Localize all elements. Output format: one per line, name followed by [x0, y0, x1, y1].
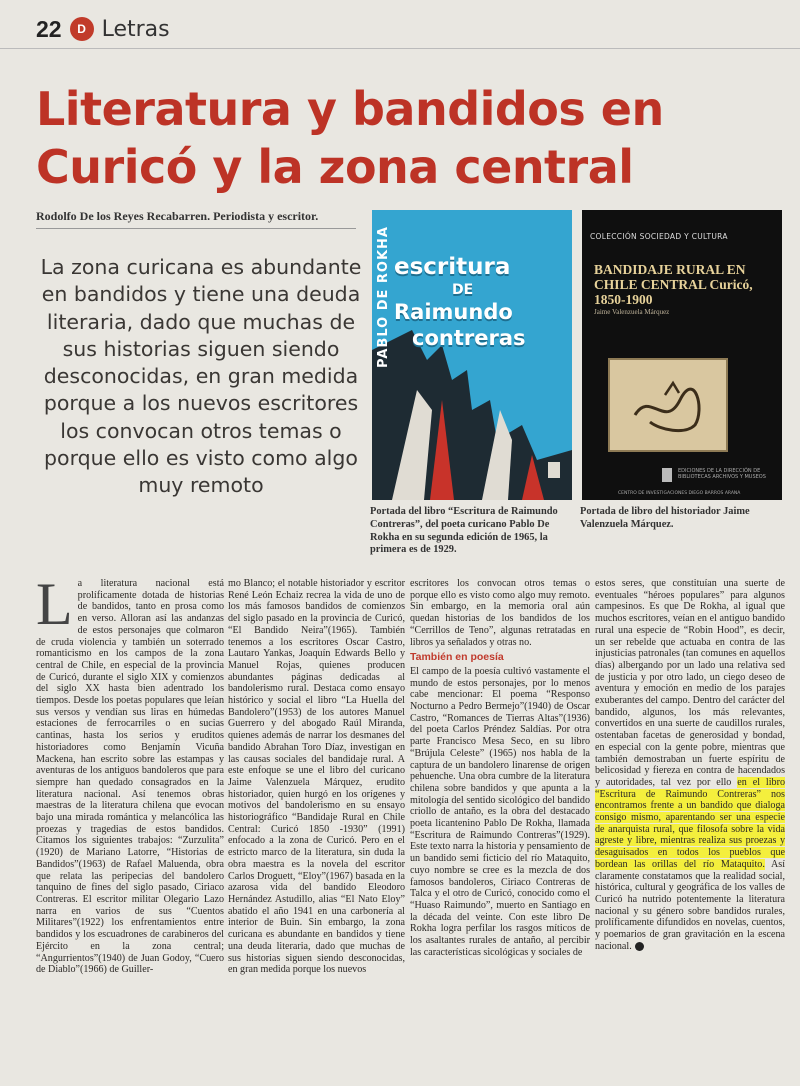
article-title: Literatura y bandidos en Curicó y la zona central	[36, 82, 664, 194]
byline: Rodolfo De los Reyes Recabarren. Periodista y escritor.	[36, 209, 319, 223]
book-cover-bandidaje-rural	[582, 210, 782, 500]
cover2-title: BANDIDAJE RURAL EN CHILE CENTRAL Curicó, 1850-1900	[594, 262, 753, 307]
cover1-title-line-3: Raimundo	[394, 300, 513, 324]
pull-quote: La zona curicana es abundante en bandidos y tiene una deuda literaria, dado que muchas de sus historias siguen siendo desconocidas, en gran medida porque a los nuevos escritores los convocan otros temas o porque ello es visto como algo muy remoto	[40, 255, 362, 498]
body-text-col1: a literatura nacional está prolíficamente dotada de historias de bandidos, tanto en prosa como en verso. Alloran así las andanzas de estos personajes que colmaron de cruda violencia y también un soterrado romanticismo en los campos de la zona central de Chile, en especial de la provincia de Curicó, durante el siglo XIX y comienzos del siglo XX hasta bien adentrado los tiempos. Desde los poetas populares que leían sus versos y vendían sus liras en húmedas estaciones de ferrocarriles o en sucias cantinas, hasta los serios y eruditos historiadores como Benjamín Vicuña Mackena, han escrito sobre las estampas y aventuras de los antiguos bandoleros que para siempre han quedado consagrados en la literatura nacional. Así tenemos obras maestras de la literatura chilena que evocan bajo una mirada romántica y melancólica las proezas y tragedias de estos bandidos. Citamos los siguientes trabajos: “Zurzulita” (1920) de Mariano Latorre, “Historias de Bandidos”(1963) de Rafael Maluenda, obra que relata las peripecias del bandolero tanquino de fines del siglo pasado, Ciriaco Contreras. El escritor militar Olegario Lazo narra en varios de sus “Cuentos Militares”(1922) los enfrentamientos entre bandidos y los escuadrones de carabineros del Ejército en la zona central; “Angurrientos”(1940) de Juan Godoy, “Cuero de Diablo”(1966) de Guiller-	[36, 578, 224, 976]
body-text-col3b: El campo de la poesía cultivó vastamente el mundo de estos personajes, por lo menos cabe mencionar: El poema “Responso Nocturno a Pedro Bermejo”(1940) de Oscar Castro, “Romances de Tierras Altas”(1936) del poeta Carlos Préndez Saldías. Por otra parte Francisco Mesa Seco, en su libro “Brújula Celeste” (1965) nos habla de la captura de un bandolero linarense de origen pehuenche. Una obra cumbre de la literatura chilena sobre bandidos y que apunta a la mitología del sentido sicológico del bandido criollo de antaño, es la obra del destacado poeta licantenino Pablo De Rokha, llamada “Escritura de Raimundo Contreras”(1929). Este texto narra la historia y pensamiento de un bandido semi ficticio del río Mataquito, cuyo nombre se cree es la mezcla de dos famosos bandoleros, Ciriaco Contreras de Talca y el otro de Curicó, conocido como el “Huaso Raimundo”, muerto en Santiago en la década del veinte. Con este libro De Rokha logra perfilar los rasgos míticos de los asaltantes rurales de antaño, al percibir las características sicológicas y sociales de	[410, 665, 590, 958]
caption-cover-1: Portada del libro “Escritura de Raimundo Contreras”, del poeta curicano Pablo De Rokha en su segunda edición de 1965, la primera es de 1929.	[370, 506, 558, 556]
cover1-author: PABLO DE ROKHA	[376, 226, 391, 368]
body-text-col2: mo Blanco; el notable historiador y escritor René León Echaiz recrea la vida de uno de los más famosos bandidos de comienzos del siglo pasado en la provincia de Curicó, “El Bandido Neira”(1965). También tenemos a los escritores Oscar Castro, Lautaro Yankas, Joaquín Edwards Bello y Manuel Rojas, quienes producen abundantes páginas dedicadas al bandolerismo rural. Destaca como ensayo histórico y social el libro “La Huella del Bandolero”(1953) de los autores Manuel Guerrero y del abogado Raúl Miranda, quienes además de narrar los desmanes del bandido Abrahan Toro Díaz, investigan en las causas sociales del bandidaje rural. A este enfoque se une el libro del curicano Jaime Valenzuela Márquez, erudito historiador, quien hurgó en los orígenes y motivos del bandolerismo en su ensayo historiográfico “Bandidaje Rural en Chile Central: Curicó 1850 -1930” (1991) enfocado a la zona de Curicó. Pero en el estricto marco de la literatura, sin duda la obra maestra es la novela del escritor Carlos Droguett, “Eloy”(1967) basada en la azarosa vida del bandido Eleodoro Hernández Astudillo, alias “El Nato Eloy” abatido el año 1941 en una carbonería al interior de Buin. Sin embargo, la zona curicana es abundante en bandidos y tiene una deuda literaria, dado que muchas de sus historias siguen siendo desconocidas, en gran medida porque los nuevos	[228, 578, 405, 976]
publisher-seal-icon	[662, 468, 672, 482]
cover1-title-line-1: escritura	[394, 254, 511, 280]
end-mark-icon	[635, 942, 644, 951]
cover2-publisher-center: CENTRO DE INVESTIGACIONES DIEGO BARROS ARANA	[618, 491, 741, 496]
page-number: 22	[36, 15, 62, 42]
cover2-illustration-icon	[608, 358, 728, 452]
drop-cap: L	[36, 571, 73, 637]
page-header	[36, 12, 170, 46]
subheading-poesia: También en poesía	[410, 651, 504, 664]
body-column-1	[36, 571, 224, 976]
body-text-col3a: escritores los convocan otros temas o porque ello es visto como algo muy remoto. Sin embargo, en la memoria oral aún quedan historias de los bandidos de los “Cerrillos de Teno”, algunas retratadas en libros ya señalados y otras no.	[410, 578, 590, 648]
body-text-col4a: estos seres, que constituían una suerte de eventuales “héroes populares” para algunos campesinos. Es que De Rokha, al igual que muchos escritores, veían en el antiguo bandido rural una especie de “Robin Hood”, es decir, un ser rebelde que actuaba en contra de las injusticias patronales (tan comunes en aquellos días) albergando por un lado una relativa sed de justicia y por otro lado, un ciego deseo de aventura y emoción en medio de los parajes exuberantes del campo. Dentro del carácter del bandido, algunos, los más relevantes, convertidos en una suerte de caudillos rurales, ostentaban facetas de generosidad y bondad, en especial con la gente pobre, mientras que también demostraban un fuerte espíritu de belicosidad y fiereza en contra de hacendados y autoridades, tal vez por ello	[595, 578, 785, 788]
body-text-col4b: Así claramente constatamos que la realidad social, histórica, cultural y geográfica de los valles de Curicó ha nutrido potentemente la literatura nacional y su género sobre bandidos rurales, prolíficamente difundidos en novelas, cuentos, y poemarios de gran gravitación en la escena nacional.	[595, 858, 786, 952]
caption-cover-2: Portada de libro del historiador Jaime Valenzuela Márquez.	[580, 506, 750, 530]
newspaper-logo-icon: D	[70, 17, 94, 41]
body-column-3	[410, 578, 590, 959]
cover2-author: Jaime Valenzuela Márquez	[594, 308, 670, 316]
cover2-publisher: EDICIONES DE LA DIRECCIÓN DE BIBLIOTECAS ARCHIVOS Y MUSEOS	[678, 468, 766, 480]
cover1-title-line-2: DE	[452, 282, 474, 298]
highlighted-passage: en el libro “Escritura de Raimundo Contreras” nos encontramos frente a un bandido que dialoga consigo mismo, aparentando ser una especie de anarquista rural, que filosofa sobre la vida agreste y libre, mientras realiza sus proezas y desaguisados en todos los pueblos que bordean las orillas del río Mataquito.	[595, 776, 785, 870]
section-label: Letras	[101, 16, 170, 42]
body-column-4	[595, 578, 785, 953]
book-cover-escritura-raimundo-contreras	[372, 210, 572, 500]
header-divider	[0, 48, 800, 49]
body-column-2	[228, 578, 405, 976]
cover1-title-line-4: contreras	[412, 326, 526, 350]
cover2-collection: COLECCIÓN SOCIEDAD Y CULTURA	[590, 232, 728, 241]
byline-divider	[36, 228, 356, 229]
